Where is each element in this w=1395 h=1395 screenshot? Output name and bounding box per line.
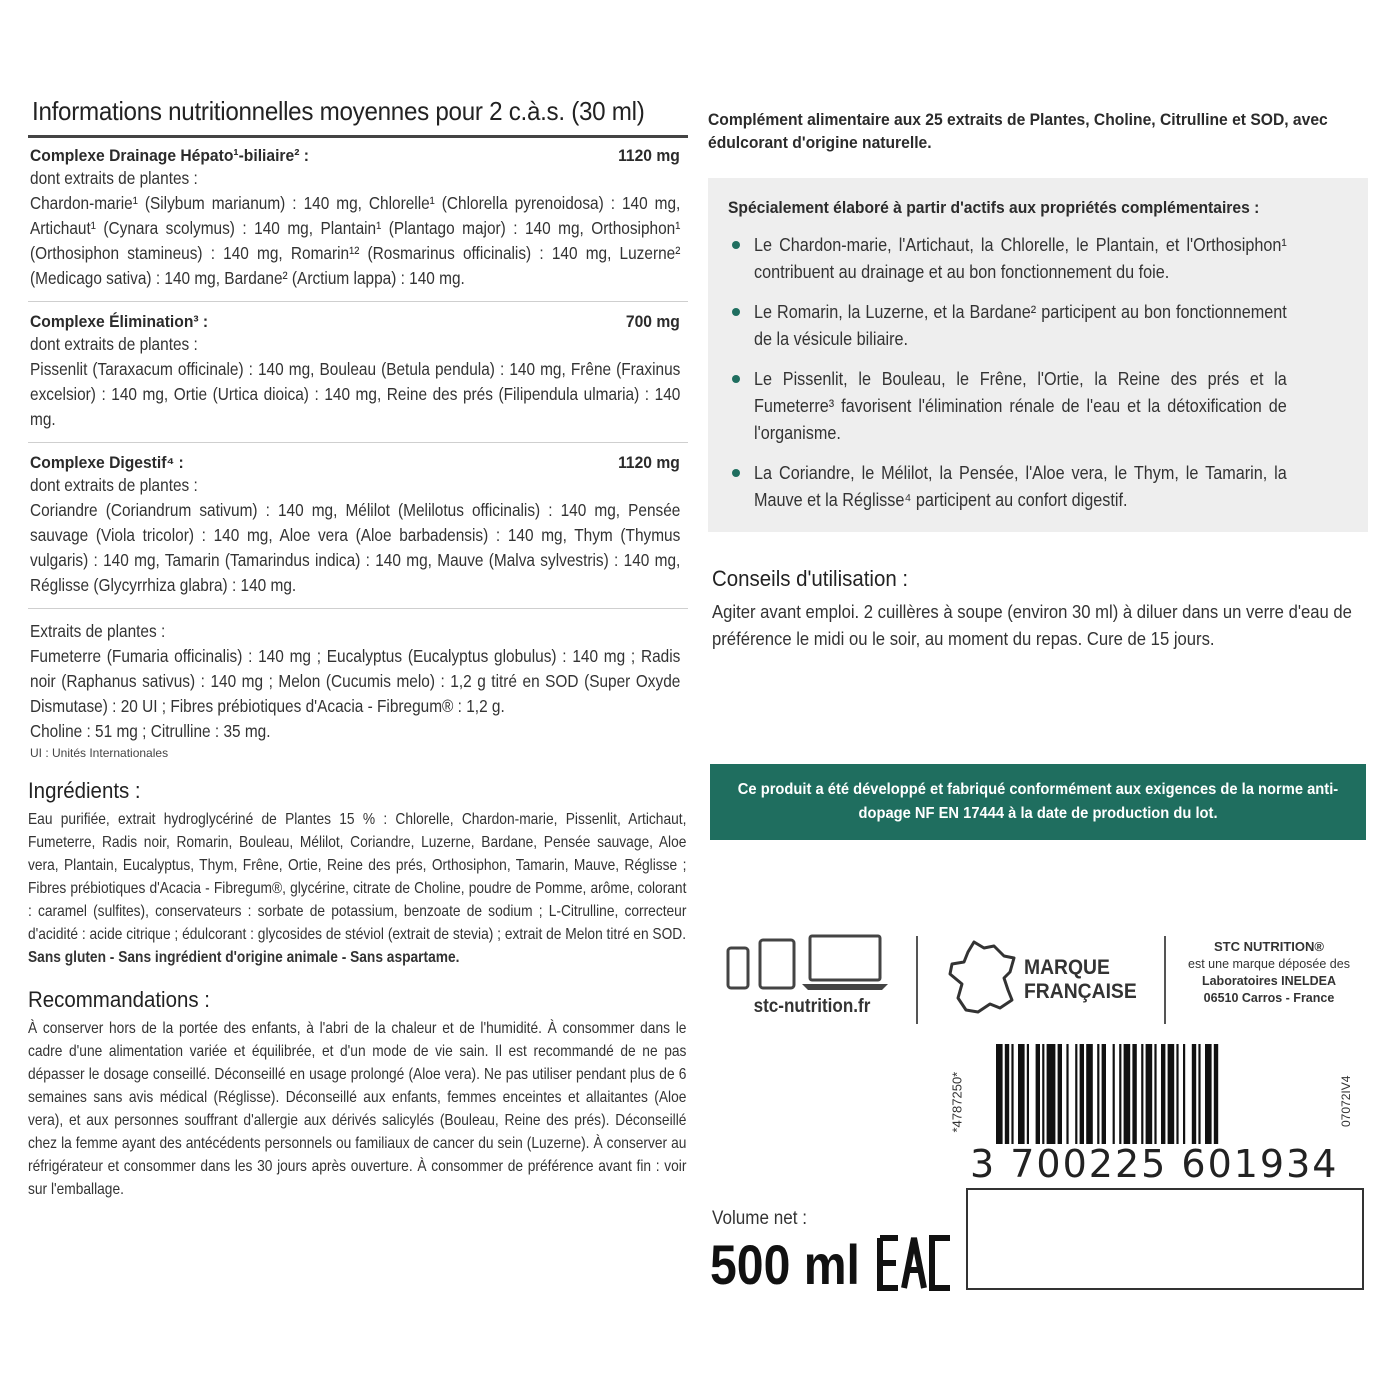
barcode-bar — [1168, 1044, 1175, 1144]
product-intro: Complément alimentaire aux 25 extraits de Plantes, Choline, Citrulline et SOD, avec édulcorant d'origine naturelle. — [708, 110, 1328, 152]
ingredients-body: Eau purifiée, extrait hydroglycériné de Plantes 15 % : Chlorelle, Chardon-marie, Pissenlit, Artichaut, Fumeterre, Radis noir, Romarin, Bouleau, Mélilot, Coriandre, Luzerne, Bardane, Pensée sauvage, Aloe vera, Plantain, Eucalyptus, Thym, Frêne, Ortie, Reine des prés, Orthosiphon, Tamarin, Mauve, Réglisse ; Fibres prébiotiques d'Acacia - Fibregum®, glycérine, citrate de Choline, poudre de Pomme, arôme, colorant : caramel (sulfites), conservateurs : sorbate de potassium, benzoate de sodium ; L-Citrulline, correcteur d'acidité : acide citrique ; édulcorant : glycosides de stéviol (extrait de stevia) ; extrait de Melon titré en SOD. — [28, 811, 687, 943]
section-qty: 1120 mg — [618, 146, 680, 165]
benefit-text: La Coriandre, le Mélilot, la Pensée, l'Aloe vera, le Thym, le Tamarin, la Mauve et la Réglisse⁴ participent au confort digestif. — [754, 463, 1287, 510]
marque-francaise — [1024, 956, 1137, 1004]
barcode-bar — [996, 1044, 1003, 1144]
barcode — [940, 1040, 1370, 1186]
barcode-bar — [1066, 1044, 1068, 1144]
lot-date-box — [966, 1188, 1364, 1290]
barcode-bar — [1124, 1044, 1131, 1144]
france-map-icon — [944, 938, 1020, 1020]
section-qty: 1120 mg — [618, 453, 680, 472]
conseils-body: Agiter avant emploi. 2 cuillères à soupe (environ 30 ml) à diluer dans un verre d'eau de préférence le midi ou le soir, au moment du repas. Cure de 15 jours. — [712, 601, 1352, 649]
divider — [916, 936, 918, 1024]
marque-line: MARQUE — [1024, 956, 1110, 979]
barcode-bar — [1097, 1044, 1099, 1144]
benefit-text: Le Chardon-marie, l'Artichaut, la Chlorelle, le Plantain, et l'Orthosiphon¹ contribuent au drainage et au bon fonctionnement du foie. — [754, 235, 1287, 282]
barcode-code-right — [1336, 1040, 1356, 1140]
bullet-dot-icon — [732, 469, 740, 477]
barcode-bar — [1042, 1044, 1044, 1144]
barcode-bar — [1132, 1044, 1136, 1144]
section-extraits — [28, 619, 688, 760]
volume-value: 500 ml — [710, 1233, 860, 1296]
barcode-bar — [1080, 1044, 1084, 1144]
nutrition-title: Informations nutritionnelles moyennes pour 2 c.à.s. (30 ml) — [32, 96, 645, 126]
barcode-bar — [1036, 1044, 1040, 1144]
section-body: Pissenlit (Taraxacum officinale) : 140 mg, Bouleau (Betula pendula) : 140 mg, Frêne (Fraxinus excelsior) : 140 mg, Ortie (Urtica dioica) : 140 mg, Reine des prés (Filipendula ulmaria) : 140 mg. — [30, 359, 681, 429]
barcode-bar — [1086, 1044, 1093, 1144]
title-divider — [28, 135, 688, 138]
benefit-item — [728, 232, 1346, 286]
barcode-bar — [1018, 1044, 1025, 1144]
benefits-title: Spécialement élaboré à partir d'actifs aux propriétés complémentaires : — [728, 198, 1260, 217]
benefit-text: Le Pissenlit, le Bouleau, le Frêne, l'Ortie, la Reine des prés et la Fumeterre³ favorisent l'élimination rénale de l'eau et la détoxification de l'organisme. — [754, 369, 1287, 443]
stc-line1: est une marque déposée des — [1188, 957, 1350, 971]
extraits-body: Fumeterre (Fumaria officinalis) : 140 mg ; Eucalyptus (Eucalyptus globulus) : 140 mg ; Radis noir (Raphanus sativus) : 140 mg ; Melon (Cucumis melo) : 1,2 g titré en SOD (Super Oxyde Dismutase) : 20 UI ; Fibres prébiotiques d'Acacia - Fibregum® : 1,2 g. — [30, 646, 681, 716]
benefit-item — [728, 460, 1346, 514]
divider — [28, 442, 688, 443]
barcode-bar — [1113, 1044, 1115, 1144]
barcode-bar — [1154, 1044, 1156, 1144]
product-panel — [708, 108, 1368, 652]
banner-text: Ce produit a été développé et fabriqué conformément aux exigences de la norme anti-dopage NF EN 17444 à la date de production du lot. — [737, 781, 1339, 822]
section-body: Chardon-marie¹ (Silybum marianum) : 140 mg, Chlorelle¹ (Chlorella pyrenoidosa) : 140 mg, Artichaut¹ (Cynara scolymus) : 140 mg, Plantain¹ (Plantago major) : 140 mg, Orthosiphon¹ (Orthosiphon stamineus) : 140 mg, Romarin¹² (Rosmarinus officinalis) : 140 mg, Luzerne² (Medicago sativa) : 140 mg, Bardane² (Arctium lappa) : 140 mg. — [30, 193, 681, 288]
ui-note: UI : Unités Internationales — [30, 746, 169, 760]
stc-line3: 06510 Carros - France — [1203, 991, 1335, 1005]
barcode-bar — [1027, 1044, 1029, 1144]
bullet-dot-icon — [732, 241, 740, 249]
section-sub: dont extraits de plantes : — [30, 475, 198, 495]
antidoping-banner — [710, 764, 1366, 840]
recommandations-body: À conserver hors de la portée des enfants, à l'abri de la chaleur et de l'humidité. À consommer dans le cadre d'une alimentation variée et équilibrée, et d'un mode de vie sain. Il est recommandé de ne pas dépasser le dosage conseillé. Déconseillé en usage prolongé (Aloe vera). Ne pas utiliser pendant plus de 6 semaines sans avis médical (Réglisse). Déconseillé aux enfants, femmes enceintes et allaitantes (Aloe vera), et aux personnes souffrant d'allergie aux dérivés salicylés (Bouleau, Reine des prés). Déconseillé chez la femme ayant des antécédents personnels ou familiaux de cancer du sein (Luzerne). À conserver au réfrigérateur et consommer dans les 30 jours après ouverture. À consommer de préférence avant fin : voir sur l'emballage. — [28, 1020, 687, 1198]
benefit-item — [728, 299, 1346, 353]
barcode-code-left-text: *4787250* — [949, 1071, 965, 1133]
logos-row — [722, 930, 1368, 1026]
nutrition-panel — [28, 96, 688, 1201]
section-digestif — [28, 453, 688, 598]
barcode-bars-icon — [996, 1044, 1326, 1144]
barcode-bar — [1075, 1044, 1077, 1144]
divider — [28, 608, 688, 609]
ingredients-title: Ingrédients : — [28, 778, 141, 803]
barcode-bar — [1047, 1044, 1056, 1144]
section-name: Complexe Digestif⁴ : — [30, 453, 184, 472]
stc-name: STC NUTRITION® — [1214, 939, 1324, 954]
barcode-bar — [1198, 1044, 1200, 1144]
stc-info — [1174, 938, 1364, 1007]
section-elimination — [28, 312, 688, 432]
stc-line2: Laboratoires INELDEA — [1201, 974, 1337, 988]
benefit-text: Le Romarin, la Luzerne, et la Bardane² participent au bon fonctionnement de la vésicule biliaire. — [754, 302, 1287, 349]
barcode-bar — [1214, 1044, 1218, 1144]
barcode-bar — [1183, 1044, 1185, 1144]
extraits-sub: Extraits de plantes : — [30, 621, 166, 641]
divider — [28, 301, 688, 302]
barcode-bar — [1176, 1044, 1178, 1144]
section-name: Complexe Élimination³ : — [30, 312, 209, 331]
barcode-bar — [1058, 1044, 1062, 1144]
ingredients-claims: Sans gluten - Sans ingrédient d'origine animale - Sans aspartame. — [28, 949, 460, 966]
volume-label: Volume net : — [712, 1208, 808, 1229]
barcode-bar — [1119, 1044, 1121, 1144]
barcode-code-left — [940, 1040, 970, 1140]
barcode-bar — [1192, 1044, 1196, 1144]
bullet-dot-icon — [732, 308, 740, 316]
section-name: Complexe Drainage Hépato¹-biliaire² : — [30, 146, 309, 165]
bullet-dot-icon — [732, 375, 740, 383]
benefits-box — [708, 178, 1368, 532]
eac-mark-icon — [876, 1232, 954, 1294]
barcode-bar — [1141, 1044, 1143, 1144]
barcode-bar — [1005, 1044, 1009, 1144]
section-sub: dont extraits de plantes : — [30, 334, 198, 354]
barcode-bar — [1161, 1044, 1165, 1144]
barcode-bar — [1146, 1044, 1153, 1144]
barcode-number: 3 700225 601934 — [970, 1142, 1339, 1186]
section-body: Coriandre (Coriandrum sativum) : 140 mg, Mélilot (Melilotus officinalis) : 140 mg, Pensée sauvage (Viola tricolor) : 140 mg, Aloe vera (Aloe barbadensis) : 140 mg, Thym (Thymus vulgaris) : 140 mg, Tamarin (Tamarindus indica) : 140 mg, Mauve (Malva sylvestris) : 140 mg, Réglisse (Glycyrrhiza glabra) : 140 mg. — [30, 500, 681, 595]
barcode-bar — [1011, 1044, 1013, 1144]
recommandations-title: Recommandations : — [28, 987, 210, 1012]
conseils-title: Conseils d'utilisation : — [712, 566, 909, 591]
francaise-line: FRANÇAISE — [1024, 980, 1137, 1003]
benefit-item — [728, 366, 1346, 447]
website-link[interactable]: stc-nutrition.fr — [753, 996, 871, 1017]
barcode-bar — [1102, 1044, 1106, 1144]
section-sub: dont extraits de plantes : — [30, 168, 198, 188]
choline-line: Choline : 51 mg ; Citrulline : 35 mg. — [30, 721, 271, 741]
section-qty: 700 mg — [625, 312, 680, 331]
barcode-code-right-text: 07072IV4 — [1339, 1075, 1353, 1127]
barcode-bar — [1205, 1044, 1212, 1144]
section-drainage — [28, 146, 688, 291]
divider — [1164, 936, 1166, 1024]
